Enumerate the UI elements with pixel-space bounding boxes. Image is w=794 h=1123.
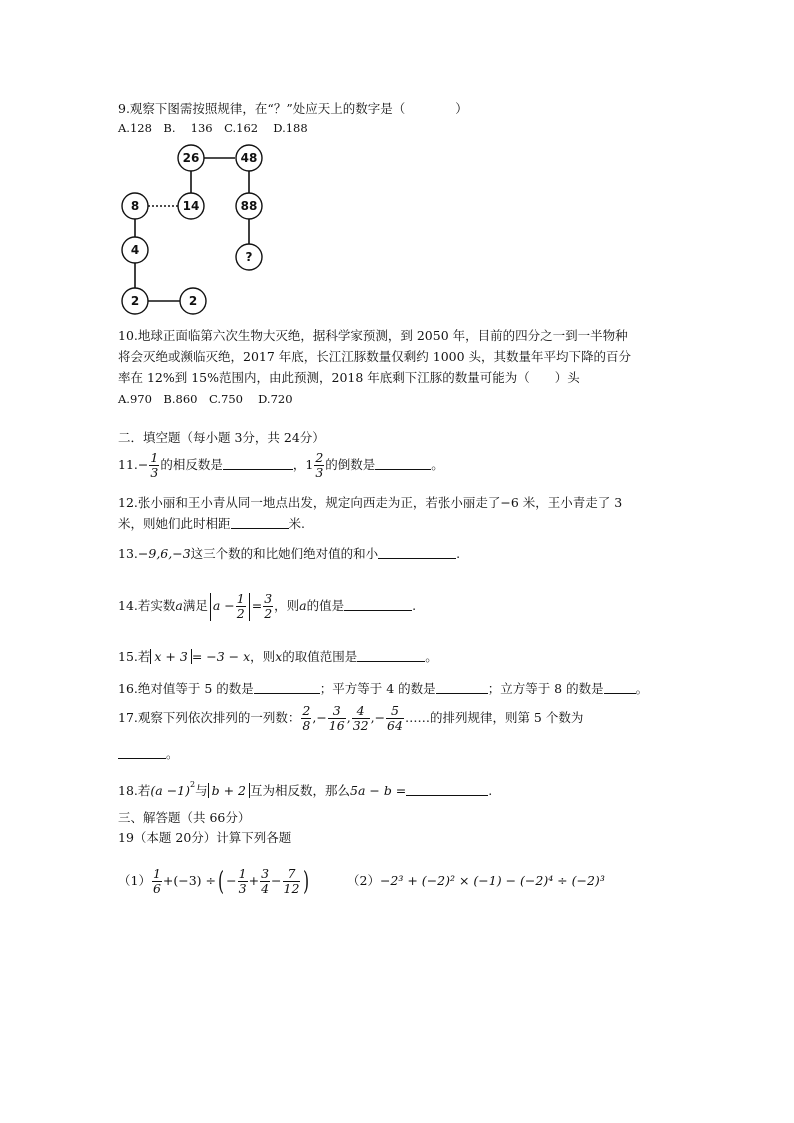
- q9-number-diagram: [110, 138, 280, 320]
- q14-frac-half: $\frac{1}{2}$: [236, 591, 245, 621]
- label-48: 48: [240, 151, 258, 165]
- q15-blank[interactable]: [357, 649, 425, 662]
- q15-abs: x + 3: [150, 649, 191, 664]
- q17-blank[interactable]: [118, 746, 166, 759]
- q11-blank1[interactable]: [223, 457, 293, 470]
- label-2-left: 2: [130, 294, 140, 308]
- q14: 14.若实数a满足 a − $\frac{1}{2}$ = $\frac{3}{2}$ ，则a的值是 .: [118, 591, 417, 621]
- q10-line2: 将会灭绝或濒临灭绝，2017 年底，长江江豚数量仅剩约 1000 头，其数量年平均下降的百分: [118, 349, 632, 364]
- q12-line1: 12.张小丽和王小青从同一地点出发，规定向西走为正，若张小丽走了−6 米，王小青走了 3: [118, 495, 623, 510]
- q16: 16.绝对值等于 5 的数是 ；平方等于 4 的数是 ；立方等于 8 的数是 。: [118, 681, 649, 696]
- q14-blank[interactable]: [344, 598, 412, 611]
- q16-blank3[interactable]: [604, 681, 636, 694]
- q11: 11.− $\frac{1}{3}$ 的相反数是 ，1 $\frac{2}{3}$ 的倒数是 。: [118, 450, 444, 480]
- section-2-heading: 二．填空题（每小题 3分，共 24分）: [118, 430, 325, 445]
- q11-blank2[interactable]: [375, 457, 431, 470]
- q15: 15.若 x + 3 = −3 − x，则x的取值范围是 。: [118, 649, 438, 664]
- label-question: ?: [245, 250, 253, 264]
- label-26: 26: [182, 151, 200, 165]
- q18-blank[interactable]: [406, 783, 488, 796]
- q17-answer-line: 。: [118, 746, 179, 762]
- q17: 17.观察下列依次排列的一列数： $\frac{2}{8}$ ,− $\frac{3}{16}$ , $\frac{4}{32}$ ,− $\frac{5}{64}$ ……的排列规律，则第 5 个数为: [118, 703, 584, 733]
- label-88: 88: [240, 199, 258, 213]
- q14-frac-rhs: $\frac{3}{2}$: [264, 591, 273, 621]
- q12-line2: 米，则她们此时相距 米.: [118, 516, 305, 531]
- q10-options: A.970 B.860 C.750 D.720: [118, 392, 293, 406]
- q16-blank1[interactable]: [254, 681, 320, 694]
- q19-title: 19（本题 20分）计算下列各题: [118, 830, 292, 845]
- q18: 18.若$(a -1)^2$与 b + 2 互为相反数，那么5a − b = .: [118, 780, 493, 798]
- label-2-right: 2: [188, 294, 198, 308]
- label-14: 14: [182, 199, 200, 213]
- q12-blank[interactable]: [231, 516, 289, 529]
- q19-part2-expr: −2³ + (−2)² × (−1) − (−2)⁴ ÷ (−2)³: [379, 873, 605, 888]
- q13-expr: −9,6,−3: [137, 546, 191, 561]
- q10-line3: 率在 12%到 15%范围内，由此预测，2018 年底剩下江豚的数量可能为（ ）头: [118, 370, 580, 385]
- q11-frac2: $\frac{2}{3}$: [315, 450, 324, 480]
- section-3-heading: 三、解答题（共 66分）: [118, 810, 251, 825]
- q19-part1: （1） $\frac{1}{6}$ +(−3) ÷( − $\frac{1}{3}$ + $\frac{3}{4}$ − $\frac{7}{12}$ ): [118, 866, 310, 897]
- q19-part2: （2）−2³ + (−2)² × (−1) − (−2)⁴ ÷ (−2)³: [347, 873, 605, 888]
- q13-blank[interactable]: [378, 546, 456, 559]
- q13: 13.−9,6,−3这三个数的和比她们绝对值的和小 .: [118, 546, 461, 561]
- q11-frac1: $\frac{1}{3}$: [150, 450, 159, 480]
- label-4: 4: [130, 243, 140, 257]
- q11-text2: 的倒数是: [325, 457, 376, 472]
- q11-text1: 的相反数是: [160, 457, 223, 472]
- q11-num: 11.: [118, 457, 138, 472]
- q16-blank2[interactable]: [436, 681, 488, 694]
- q11-whole: 1: [305, 457, 314, 472]
- q11-neg: −: [137, 457, 149, 472]
- label-8: 8: [130, 199, 140, 213]
- q10-line1: 10.地球正面临第六次生物大灭绝，据科学家预测，到 2050 年，目前的四分之一到一半物种: [118, 328, 628, 343]
- q9-options: A.128 B. 136 C.162 D.188: [118, 121, 308, 135]
- q9-stem: 9.观察下图需按照规律，在“？”处应天上的数字是（ ）: [118, 101, 468, 116]
